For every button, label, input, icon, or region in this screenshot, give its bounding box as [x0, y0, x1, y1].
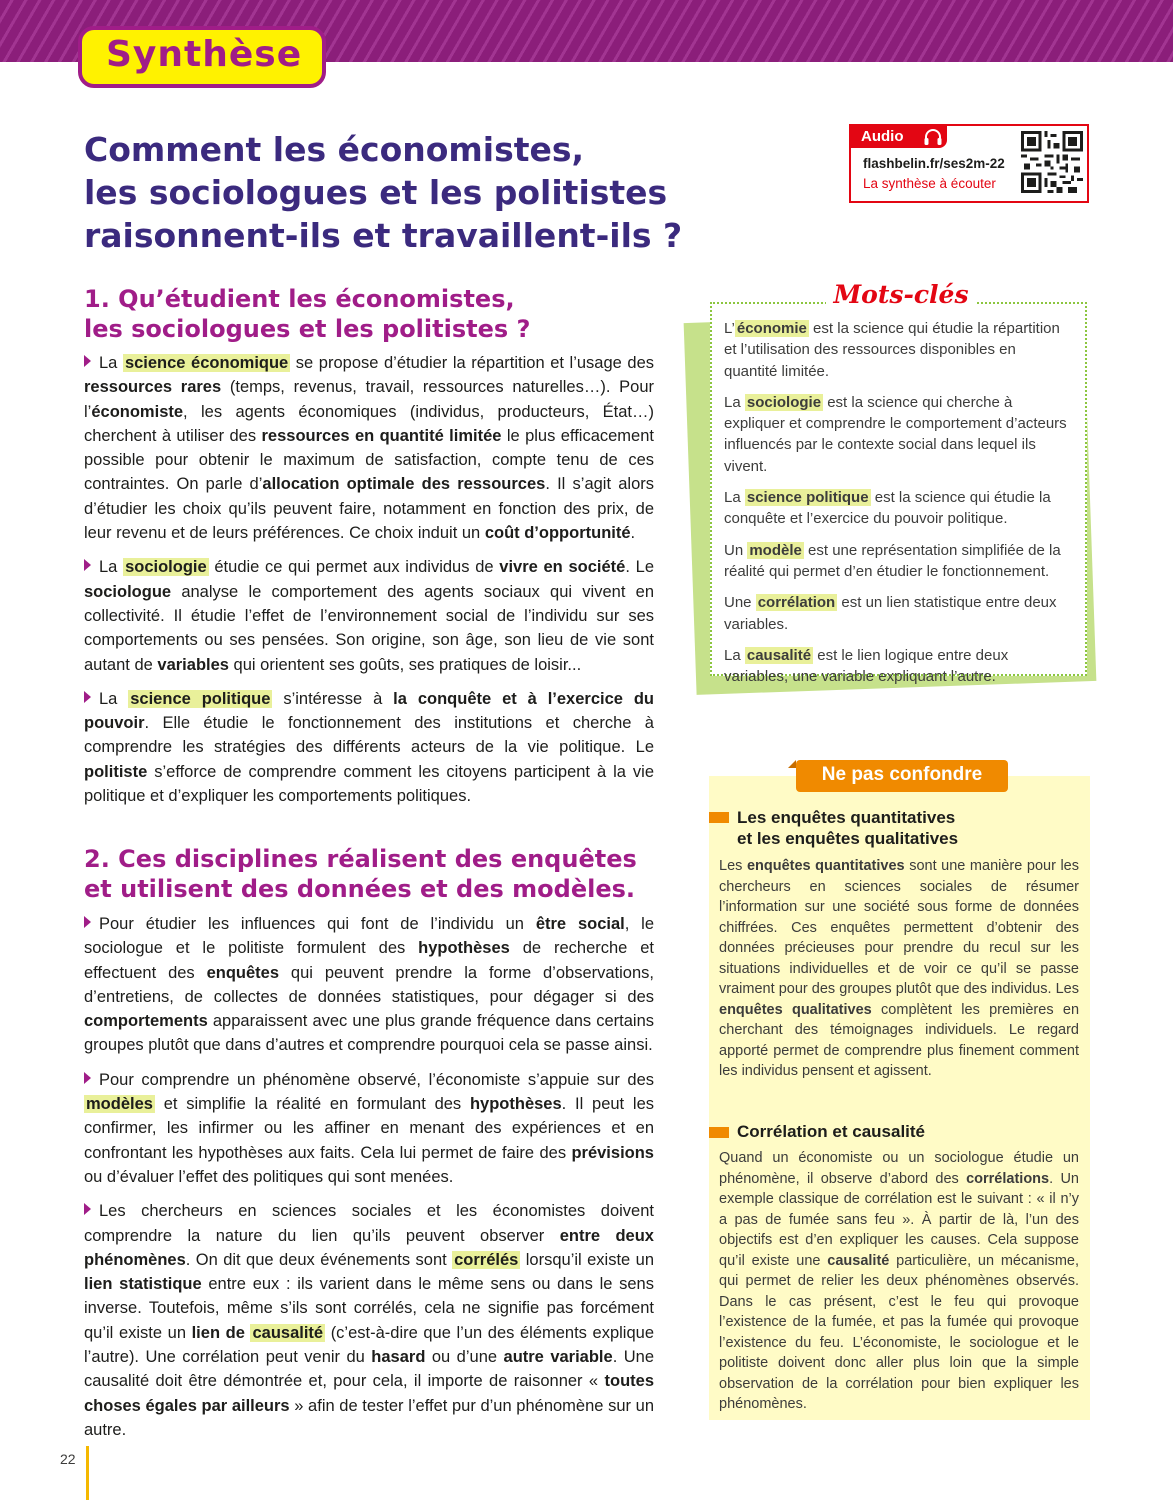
text-run: s’efforce de comprendre comment les citoyens participent à la vie politique et d’expliquer les comportements politiques.	[84, 762, 654, 806]
bold-term: hypothèses	[469, 1095, 562, 1114]
text-run: » afin de tester l’effet pur d’un phénomène sur un autre.	[84, 1396, 654, 1439]
text-run: La	[99, 689, 129, 708]
text-run: ou d’une	[425, 1348, 504, 1367]
text-run: sont une manière pour les chercheurs en sciences sociales de résumer l’information sur une société sous forme de données chiffrées. Ces enquêtes permettent d’obtenir des données précieuses pour prendre du recul sur les situations individuelles et de voir ce qu’il se passe vraiment pour des groupes plutôt que des individus. Les	[719, 858, 1079, 997]
text-run: La	[724, 393, 745, 411]
mots-cles-title: Mots-clés	[826, 280, 976, 314]
text-run: . Il peut les confirmer, les infirmer ou les affiner en menant des expériences et en confrontant les hypothèses aux faits. Cela lui permet de faire des	[84, 1095, 654, 1162]
bullet-icon	[84, 916, 91, 928]
keyword-highlight: science économique	[124, 354, 289, 372]
qr-code-icon[interactable]	[1021, 131, 1083, 193]
text-run: ou d’évaluer l’effet des politiques qui sont menées.	[84, 1167, 454, 1186]
bold-term: prévisions	[571, 1143, 654, 1162]
paragraph	[84, 1068, 654, 1189]
paragraph	[84, 351, 654, 545]
definition	[724, 592, 1073, 635]
bold-term: ressources en quantité limitée	[261, 426, 502, 445]
section-1-body	[84, 351, 654, 818]
keyword-highlight: science politique	[130, 689, 271, 708]
subheading-line: Les enquêtes quantitatives	[737, 808, 956, 827]
keyword-highlight: causalité	[746, 646, 812, 664]
paragraph-text	[84, 1202, 654, 1439]
text-run: complètent les premières en cherchant des témoignages individuels. Le regard apporté permet de comprendre plus finement comment les individus pensent et agissent.	[719, 1001, 1080, 1079]
text-run: Les chercheurs en sciences sociales et les économistes doivent comprendre la nature du lien qu’ils peuvent observer	[84, 1202, 654, 1245]
text-run: le plus efficacement possible pour obtenir le maximum de satisfaction, compte tenu de ces contraintes. On parle d’	[84, 426, 654, 494]
page-number-bar	[86, 1446, 89, 1500]
bold-term: hypothèses	[418, 939, 510, 958]
synthese-tab-label: Synthèse	[106, 34, 303, 75]
bold-term: toutes choses égales par ailleurs	[84, 1372, 654, 1415]
bold-term: allocation optimale des ressources	[262, 475, 546, 494]
bold-term: comportements	[84, 1012, 208, 1031]
bold-term: la conquête et à l’exercice du pouvoir	[84, 689, 654, 733]
page-title-line: les sociologues et les politistes	[84, 173, 668, 212]
headphones-icon	[923, 128, 943, 146]
mots-cles-box	[710, 302, 1087, 686]
section-1-heading	[84, 284, 644, 344]
paragraph-text	[84, 915, 654, 1054]
text-run: qui peuvent prendre la forme d’observations, d’entretiens, de collectes de données statistiques, pour dégager si des	[84, 963, 654, 1006]
bold-term: enquêtes	[206, 963, 280, 982]
text-run: se propose d’étudier la répartition et l’usage des	[290, 354, 655, 372]
paragraph-text	[84, 354, 654, 542]
text-run: La	[99, 558, 124, 577]
bold-term: coût d’opportunité	[484, 524, 631, 543]
text-run: Un	[724, 541, 748, 559]
bullet-icon	[84, 691, 91, 703]
bold-term: lien de	[191, 1323, 251, 1342]
text-run: , les agents économiques (individus, producteurs, État…) cherchent à utiliser des	[84, 402, 654, 445]
definition	[724, 645, 1073, 688]
text-run: apparaissent avec une plus grande fréquence dans certains groupes plutôt que dans d’autres et comprendre pourquoi cela se passe ainsi.	[84, 1012, 654, 1055]
page-number: 22	[60, 1451, 76, 1467]
definition	[724, 540, 1073, 583]
text-run: La	[724, 646, 745, 664]
synthese-tab	[78, 26, 326, 88]
bold-term: causalité	[827, 1252, 890, 1269]
section-heading-line: 2. Ces disciplines réalisent des enquêtes	[84, 845, 637, 873]
text-run: . Un exemple classique de corrélation est le suivant : « il n’y a pas de fumée sans feu ». À partir de là, l’un des objectifs est d’en expliquer les causes. Cela suppose qu’il existe une	[719, 1170, 1079, 1269]
text-run: est un lien statistique entre deux variables.	[724, 594, 1057, 633]
text-run: particulière, un mécanisme, qui permet de relier les deux phénomènes observés. Dans le cas présent, c’est le feu qui provoque l’existence de la fumée, et pas la fumée qui provoque l’existence du feu. L’économiste, le sociologue et le politiste doivent donc aller plus loin que la simple observation de la corrélation pour bien expliquer les phénomènes.	[719, 1252, 1080, 1412]
keyword-highlight: sociologie	[746, 393, 822, 411]
keyword-highlight: modèles	[86, 1095, 153, 1114]
keyword-highlight: sociologie	[125, 558, 207, 577]
definition	[724, 392, 1073, 477]
subheading-line: et les enquêtes qualitatives	[737, 829, 959, 848]
text-run: L’	[724, 320, 735, 337]
section-heading-line: et utilisent des données et des modèles.	[84, 875, 636, 903]
text-run: (c’est-à-dire que l’un des éléments explique l’autre). Une corrélation peut venir du	[84, 1323, 654, 1367]
bold-term: être social	[535, 915, 625, 933]
keyword-highlight: corrélation	[757, 594, 836, 612]
keyword-highlight: corrélés	[454, 1250, 519, 1269]
text-run: est une représentation simplifiée de la réalité qui permet d’en étudier le fonctionnement.	[724, 541, 1061, 580]
keyword-highlight: économie	[736, 320, 807, 337]
bold-term: variables	[157, 655, 229, 674]
page-title-line: raisonnent-ils et travaillent-ils ?	[84, 216, 683, 255]
bold-term: lien statistique	[84, 1275, 202, 1294]
keyword-highlight: causalité	[252, 1323, 324, 1342]
text-run: qui orientent ses goûts, ses pratiques de loisir...	[228, 655, 582, 674]
text-run: étudie ce qui permet aux individus de	[208, 558, 500, 577]
text-run: de recherche et effectuent des	[84, 939, 654, 982]
text-run: . Le	[625, 558, 654, 577]
text-run: entre eux : ils varient dans le même sens ou dans le sens inverse. Toutefois, même s’ils sont corrélés, cela ne signifie pas forcément qu’il existe un	[84, 1275, 654, 1342]
bold-term: corrélations	[966, 1170, 1050, 1187]
subheading: Corrélation et causalité	[737, 1122, 926, 1141]
bold-term: économiste	[91, 402, 184, 421]
text-run: Pour étudier les influences qui font de l’individu un	[99, 915, 536, 933]
text-run: . On dit que deux événements sont	[185, 1250, 453, 1269]
paragraph-text	[84, 690, 654, 805]
bullet-icon	[84, 1072, 91, 1084]
section-marker-icon	[709, 1127, 729, 1138]
bullet-icon	[84, 1203, 91, 1215]
bold-term: enquêtes quantitatives	[746, 858, 905, 874]
bold-term: sociologue	[84, 582, 172, 601]
text-run: . Une causalité doit être démontrée et, pour cela, il importe de raisonner «	[84, 1348, 655, 1391]
paragraph-text	[84, 558, 654, 673]
npc-paragraph	[719, 1148, 1079, 1415]
text-run: lorsqu’il existe un	[520, 1250, 654, 1269]
text-run: (temps, revenus, travail, ressources naturelles…). Pour l’	[84, 378, 655, 421]
section-heading-line: 1. Qu’étudient les économistes,	[84, 285, 515, 313]
bullet-icon	[84, 559, 91, 571]
text-run: . Elle étudie le fonctionnement des institutions et cherche à comprendre les stratégies des différents acteurs de la vie politique. Le	[84, 714, 654, 757]
section-2-body	[84, 912, 654, 1452]
ne-pas-confondre-title: Ne pas confondre	[796, 760, 1008, 792]
audio-box[interactable]	[849, 124, 1089, 203]
text-run: est la science qui étudie la conquête et l’exercice du pouvoir politique.	[724, 489, 1051, 528]
text-run: est la science qui étudie la répartition et l’utilisation des ressources disponibles en quantité limitée.	[724, 320, 1060, 380]
text-run: La	[99, 354, 123, 372]
text-run: .	[630, 524, 636, 543]
text-run: et simplifie la réalité en formulant des	[154, 1095, 470, 1114]
audio-label: Audio	[861, 128, 904, 145]
paragraph-text	[84, 1071, 654, 1186]
text-run: analyse le comportement des agents sociaux qui vivent en collectivité. Il étudie l’effet de l’environnement social de l’individu sur ses comportements ou ses pensées. Son origine, son âge, son lieu de vie sont autant de	[84, 582, 654, 674]
audio-url[interactable]: flashbelin.fr/ses2m-22	[863, 156, 1005, 171]
bold-term: vivre en société	[499, 558, 626, 577]
bold-term: hasard	[371, 1348, 426, 1367]
text-run: Quand un économiste ou un sociologue étudie un phénomène, il observe d’abord des	[719, 1150, 1079, 1187]
paragraph	[84, 912, 654, 1058]
page-title-line: Comment les économistes,	[84, 130, 585, 169]
audio-tag	[851, 126, 947, 148]
subheading	[737, 807, 958, 849]
section-heading-line: les sociologues et les politistes ?	[84, 315, 531, 343]
bold-term: autre variable	[503, 1348, 613, 1367]
keyword-highlight: science politique	[746, 489, 869, 507]
text-run: Les	[719, 858, 747, 874]
paragraph	[84, 687, 654, 808]
text-run: est le lien logique entre deux variables, une variable expliquant l’autre.	[724, 646, 1009, 686]
text-run: est la science qui cherche à expliquer et comprendre le comportement d’acteurs influencés par le contexte social dans lequel ils vivent.	[724, 393, 1067, 475]
audio-subtitle: La synthèse à écouter	[863, 176, 996, 191]
definition	[724, 318, 1073, 382]
bullet-icon	[84, 355, 91, 367]
paragraph	[84, 1199, 654, 1442]
definition	[724, 487, 1073, 530]
bold-term: ressources rares	[84, 378, 222, 397]
keyword-highlight: modèle	[749, 541, 802, 559]
text-run: . Il s’agit alors d’étudier les choix qu’ils peuvent faire, notamment en fonction des prix, de leur revenu et de leurs préférences. Ce choix induit un	[84, 475, 655, 543]
page-title	[84, 128, 784, 257]
section-marker-icon	[709, 812, 729, 823]
npc-paragraph	[719, 856, 1079, 1082]
text-run: Une	[724, 594, 756, 612]
text-run: s’intéresse à	[272, 689, 394, 708]
text-run: Pour comprendre un phénomène observé, l’économiste s’appuie sur des	[99, 1070, 654, 1089]
text-run: La	[724, 489, 745, 507]
text-run: , le sociologue et le politiste formulent des	[84, 915, 654, 958]
bold-term: politiste	[84, 762, 148, 781]
section-2-heading	[84, 844, 644, 904]
bold-term: entre deux phénomènes	[84, 1226, 654, 1269]
paragraph	[84, 555, 654, 676]
bold-term: enquêtes qualitatives	[719, 1001, 872, 1018]
